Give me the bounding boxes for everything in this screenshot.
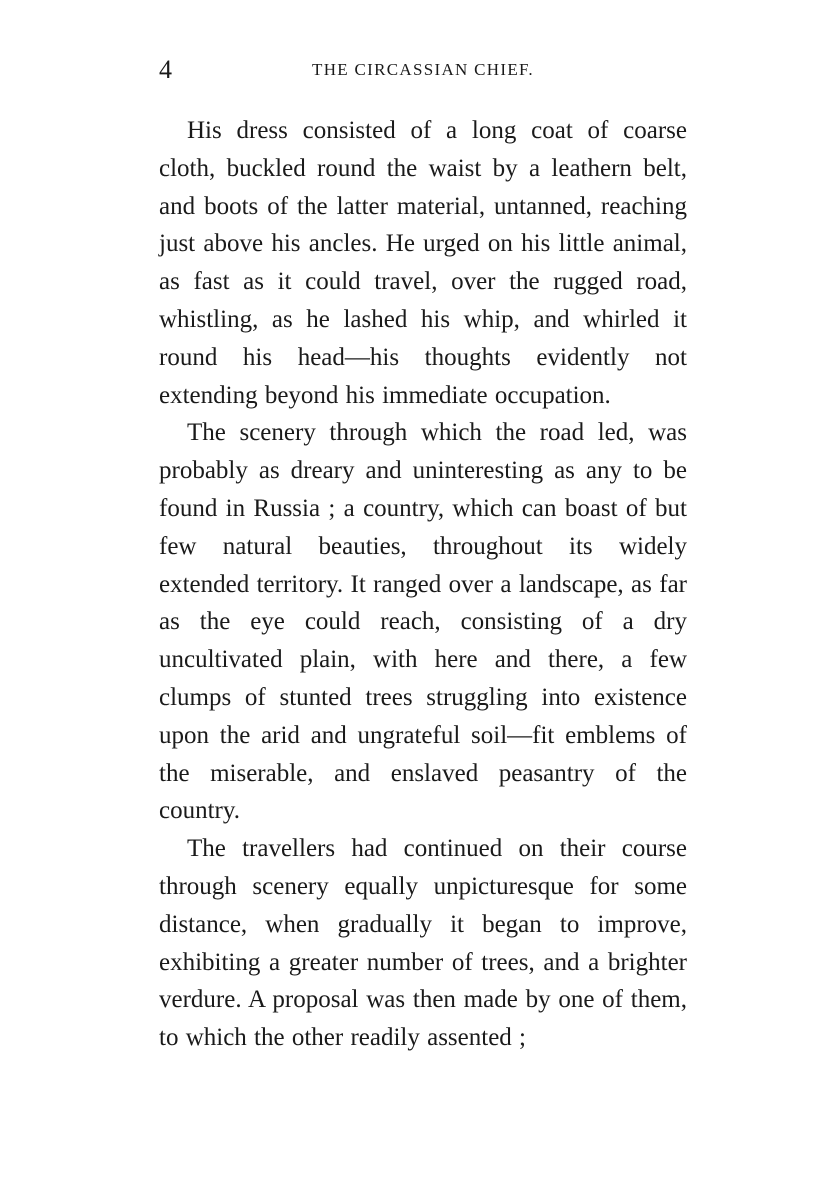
body-text: [159, 112, 687, 1057]
paragraph-3: The travellers had continued on their course through scenery equally unpicturesque for some distance, when gradually it began to improve, exhibiting a greater number of trees, and a brighter verdure. A proposal was then made by one of them, to which the other readily assented ;: [159, 835, 687, 1052]
paragraph-1: His dress consisted of a long coat of coarse cloth, buckled round the waist by a leathern belt, and boots of the latter material, untanned, reaching just above his ancles. He urged on his little animal, as fast as it could travel, over the rugged road, whistling, as he lashed his whip, and whirled it round his head—his thoughts evidently not extending beyond his immediate occupation.: [159, 117, 687, 409]
running-title: THE CIRCASSIAN CHIEF.: [312, 60, 534, 79]
page-header: [159, 52, 687, 88]
page-number: 4: [159, 55, 172, 84]
paragraph-2: The scenery through which the road led, was probably as dreary and uninteresting as any to be found in Russia ; a country, which can boast of but few natural beauties, throughout its widely extended territory. It ranged over a landscape, as far as the eye could reach, consisting of a dry uncultivated plain, with here and there, a few clumps of stunted trees struggling into existence upon the arid and ungrateful soil—fit emblems of the miserable, and enslaved peasantry of the country.: [159, 419, 687, 825]
